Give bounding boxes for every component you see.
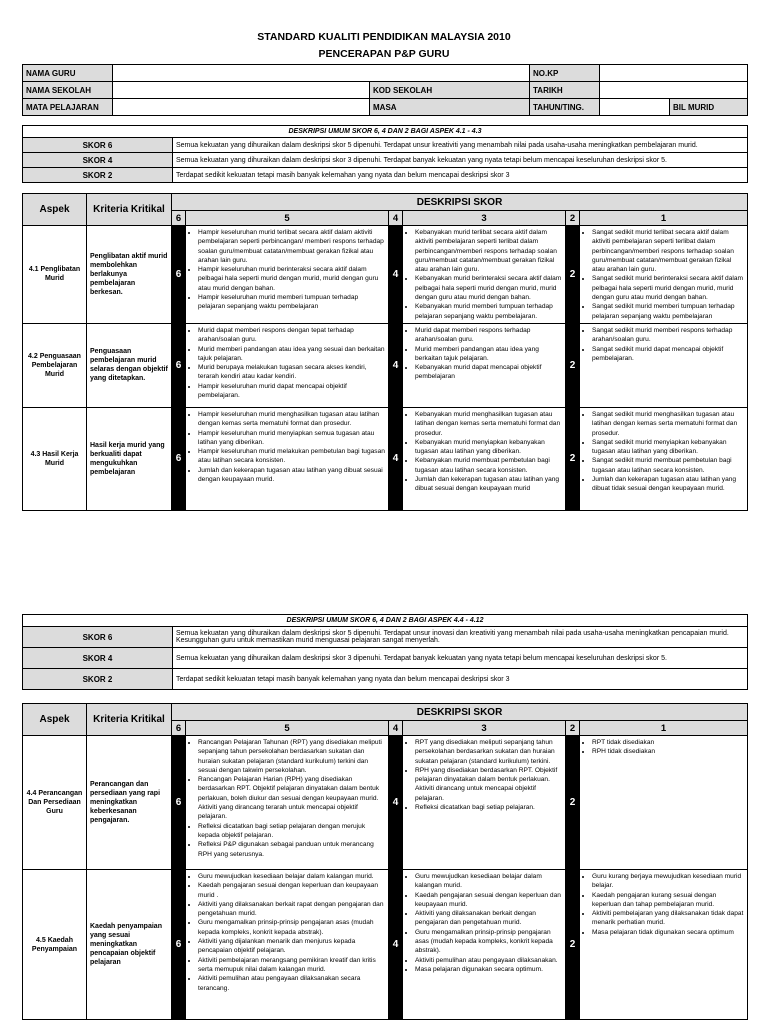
score-descriptor-table-1 [22, 193, 748, 511]
field-mata-pelajaran[interactable] [113, 99, 370, 116]
table-row [23, 407, 748, 510]
list-item: • Hampir keseluruhan murid melakukan pembetulan bagi tugasan atau latihan secara konsisten. [198, 447, 385, 466]
score-1-cell [580, 736, 748, 870]
score-4-marker: 4 [389, 226, 403, 324]
score-1-header: 1 [580, 211, 748, 226]
list-item: • Aktiviti pembelajaran yang dilaksanakan tidak dapat menarik perhatian murid. [592, 909, 744, 928]
score-label: SKOR 6 [23, 627, 173, 648]
label-mata-pelajaran: MATA PELAJARAN [23, 99, 113, 116]
list-item: • Sangat sedikit murid membuat pembetulan bagi tugasan atau latihan secara konsisten. [592, 456, 744, 475]
score-1-cell [580, 323, 748, 407]
score-text: Semua kekuatan yang dihuraikan dalam deskripsi skor 3 dipenuhi. Terdapat banyak kekuatan yang nyata tetapi belum mencapai keseluruhan deskripsi skor 5. [173, 648, 748, 669]
list-item: • Refleksi dicatatkan bagi setiap pelajaran. [415, 803, 562, 812]
list-item: • RPT tidak disediakan [592, 738, 744, 747]
score-5-header: 5 [186, 211, 389, 226]
list-item: • Kebanyakan murid menyiapkan kebanyakan tugasan atau latihan yang diberikan. [415, 438, 562, 457]
list-item: • Kebanyakan murid terlibat secara aktif dalam aktiviti pembelajaran seperti terlibat dalam perbincangan/memberi respons terhadap soalan guru/membuat catatan/membuat gerakan fizikal atau arahan lain guru. [415, 228, 562, 274]
score-6-marker: 6 [172, 407, 186, 510]
table-row [23, 226, 748, 324]
page-subtitle: PENCERAPAN P&P GURU [318, 48, 450, 60]
list-item: • Masa pelajaran tidak digunakan secara optimum [592, 928, 744, 937]
list-item: • Murid memberi pandangan atau idea yang sesuai dan berkaitan tajuk pelajaran. [198, 345, 385, 364]
list-item: • Sangat sedikit murid berinteraksi secara aktif dalam pelbagai hala seperti murid dengan murid, murid dengan guru atau murid dengan bahan. [592, 274, 744, 302]
list-item: • Rancangan Pelajaran Tahunan (RPT) yang disediakan meliputi sepanjang tahun persekolahan berdasarkan sukatan dan huraian sukatan pelajaran (standard kurikulum) terkini dan sesuai dengan takwim persekolahan. [198, 738, 385, 775]
score-3-cell [403, 323, 566, 407]
list-item: • Guru kurang berjaya mewujudkan kesediaan murid belajar. [592, 872, 744, 891]
table-row [23, 323, 748, 407]
score-3-cell [403, 870, 566, 1020]
label-tahun: TAHUN/TING. [530, 99, 600, 116]
score-5-cell [186, 407, 389, 510]
list-item: • Sangat sedikit murid terlibat secara aktif dalam aktiviti pembelajaran seperti terlibat dalam perbincangan/memberi respons terhadap soalan guru/membuat catatan/membuat gerakan fizikal atau arahan lain guru. [592, 228, 744, 274]
label-nama-sekolah: NAMA SEKOLAH [23, 82, 113, 99]
score-4-marker: 4 [389, 323, 403, 407]
field-tarikh[interactable] [600, 82, 748, 99]
list-item: • Sangat sedikit murid menyiapkan kebanyakan tugasan atau latihan yang diberikan. [592, 438, 744, 457]
score-5-cell [186, 870, 389, 1020]
list-item: • Hampir keseluruhan murid menyiapkan semua tugasan atau latihan yang diberikan. [198, 429, 385, 448]
field-no-kp[interactable] [600, 65, 748, 82]
score-3-cell [403, 736, 566, 870]
score-text: Semua kekuatan yang dihuraikan dalam deskripsi skor 3 dipenuhi. Terdapat banyak kekuatan yang nyata tetapi belum mencapai keseluruhan deskripsi skor 5. [173, 153, 748, 168]
score-label: SKOR 2 [23, 669, 173, 690]
score-2-header: 2 [566, 211, 580, 226]
score-4-header: 4 [389, 721, 403, 736]
score-6-marker: 6 [172, 870, 186, 1020]
list-item: • Jumlah dan kekerapan tugasan atau latihan yang dibuat tidak sesuai dengan keupayaan murid. [592, 475, 744, 494]
kriteria-cell: Kaedah penyampaian yang sesuai meningkatkan pencapaian objektif pelajaran [87, 870, 172, 1020]
kriteria-cell: Penglibatan aktif murid membolehkan berlakunya pembelajaran berkesan. [87, 226, 172, 324]
list-item: • Rancangan Pelajaran Harian (RPH) yang disediakan berdasarkan RPT. Objektif pelajaran dinyatakan dalam bentuk perlakuan, boleh diukur dan sesuai dengan keupayaan murid. Aktiviti yang dirancang terarah untuk mencapai objektif pelajaran. [198, 775, 385, 821]
list-item: • Guru mewujudkan kesediaan belajar dalam kalangan murid. [198, 872, 385, 881]
list-item: • Sangat sedikit murid dapat mencapai objektif pembelajaran. [592, 345, 744, 364]
list-item: • Guru mengamalkan prinsip-prinsip pengajaran asas (mudah kepada kompleks, konkrit kepada abstrak). [415, 928, 562, 956]
score-heading: DESKRIPSI UMUM SKOR 6, 4 DAN 2 BAGI ASPEK 4.4 - 4.12 [23, 615, 748, 627]
list-item: • Aktiviti yang dilaksanakan berkait rapat dengan pengajaran dan pengetahuan murid. [198, 900, 385, 919]
list-item: • Refleksi P&P digunakan sebagai panduan untuk merancang RPH yang seterusnya. [198, 840, 385, 859]
list-item: • Murid dapat memberi respons terhadap arahan/soalan guru. [415, 326, 562, 345]
list-item: • Aktiviti yang dilaksanakan berkait dengan pengajaran dan pengetahuan murid. [415, 909, 562, 928]
score-1-cell [580, 870, 748, 1020]
score-3-header: 3 [403, 721, 566, 736]
aspek-cell: 4.4 Perancangan Dan Persediaan Guru [23, 736, 87, 870]
score-4-marker: 4 [389, 736, 403, 870]
kriteria-cell: Hasil kerja murid yang berkualiti dapat mengukuhkan pembelajaran [87, 407, 172, 510]
score-5-cell [186, 323, 389, 407]
list-item: • Murid berupaya melakukan tugasan secara akses kendiri, terarah kendiri atau kadar kendiri. [198, 363, 385, 382]
list-item: • Jumlah dan kekerapan tugasan atau latihan yang dibuat sesuai dengan keupayaan murid. [198, 466, 385, 485]
kriteria-cell: Penguasaan pembelajaran murid selaras dengan objektif yang ditetapkan. [87, 323, 172, 407]
list-item: • Aktiviti yang dijalankan menarik dan menjurus kepada pencapaian objektif pelajaran. [198, 937, 385, 956]
score-5-cell [186, 226, 389, 324]
list-item: • Guru mewujudkan kesediaan belajar dalam kalangan murid. [415, 872, 562, 891]
score-heading: DESKRIPSI UMUM SKOR 6, 4 DAN 2 BAGI ASPEK 4.1 - 4.3 [23, 126, 748, 138]
label-tarikh: TARIKH [530, 82, 600, 99]
score-6-marker: 6 [172, 736, 186, 870]
score-6-header: 6 [172, 721, 186, 736]
score-label: SKOR 2 [23, 168, 173, 183]
list-item: • Hampir keseluruhan murid menghasilkan tugasan atau latihan dengan kemas serta mematuhi format dan prosedur. [198, 410, 385, 429]
score-descriptor-table-2 [22, 703, 748, 1020]
score-description-table-1 [22, 125, 748, 183]
kriteria-header: Kriteria Kritikal [87, 704, 172, 736]
score-4-marker: 4 [389, 870, 403, 1020]
list-item: • RPT yang disediakan meliputi sepanjang tahun persekolahan berdasarkan sukatan dan huraian sukatan pelajaran (standard kurikulum) terkini. [415, 738, 562, 766]
label-nama-guru: NAMA GURU [23, 65, 113, 82]
list-item: • Kaedah pengajaran sesuai dengan keperluan dan keupayaan murid . [198, 881, 385, 900]
score-label: SKOR 4 [23, 648, 173, 669]
list-item: • Hampir keseluruhan murid berinteraksi secara aktif dalam pelbagai hala seperti murid dengan murid, murid dengan guru atau murid dengan bahan. [198, 265, 385, 293]
score-4-marker: 4 [389, 407, 403, 510]
aspek-cell: 4.2 Penguasaan Pembelajaran Murid [23, 323, 87, 407]
field-nama-sekolah[interactable] [113, 82, 370, 99]
table-row [23, 870, 748, 1020]
deskripsi-header: DESKRIPSI SKOR [172, 704, 748, 721]
score-3-header: 3 [403, 211, 566, 226]
list-item: • Refleksi dicatatkan bagi setiap pelajaran dengan merujuk kepada objektif pelajaran. [198, 822, 385, 841]
list-item: • RPH tidak disediakan [592, 747, 744, 756]
list-item: • Hampir keseluruhan murid memberi tumpuan terhadap pelajaran sepanjang waktu pembelajaran [198, 293, 385, 312]
kriteria-cell: Perancangan dan persediaan yang rapi meningkatkan keberkesanan pengajaran. [87, 736, 172, 870]
score-4-header: 4 [389, 211, 403, 226]
list-item: • Kaedah pengajaran sesuai dengan keperluan dan keupayaan murid. [415, 891, 562, 910]
list-item: • Hampir keseluruhan murid terlibat secara aktif dalam aktiviti pembelajaran seperti perbincangan/ memberi respons terhadap soalan guru/membuat catatan/membuat gerakan fizikal atau arahan lain guru. [198, 228, 385, 265]
field-tahun[interactable] [600, 99, 670, 116]
score-2-marker: 2 [566, 226, 580, 324]
score-label: SKOR 4 [23, 153, 173, 168]
list-item: • Aktiviti pemulihan atau pengayaan dilaksanakan. [415, 956, 562, 965]
list-item: • Jumlah dan kekerapan tugasan atau latihan yang dibuat sesuai dengan keupayaan murid [415, 475, 562, 494]
label-no-kp: NO.KP [530, 65, 600, 82]
table-row [23, 736, 748, 870]
list-item: • Kebanyakan murid memberi tumpuan terhadap pelajaran sepanjang waktu pembelajaran. [415, 302, 562, 321]
score-2-marker: 2 [566, 736, 580, 870]
score-6-marker: 6 [172, 323, 186, 407]
teacher-info-table [22, 64, 748, 116]
list-item: • Guru mengamalkan prinsip-prinsip pengajaran asas (mudah kepada kompleks, konkrit kepada abstrak). [198, 918, 385, 937]
deskripsi-header: DESKRIPSI SKOR [172, 194, 748, 211]
score-3-cell [403, 407, 566, 510]
score-6-marker: 6 [172, 226, 186, 324]
list-item: • Kebanyakan murid membuat pembetulan bagi tugasan atau latihan secara konsisten. [415, 456, 562, 475]
score-text: Terdapat sedikit kekuatan tetapi masih banyak kelemahan yang nyata dan belum mencapai deskripsi skor 3 [173, 168, 748, 183]
score-text: Terdapat sedikit kekuatan tetapi masih banyak kelemahan yang nyata dan belum mencapai deskripsi skor 3 [173, 669, 748, 690]
list-item: • Kebanyakan murid dapat mencapai objektif pembelajaran [415, 363, 562, 382]
list-item: • Kebanyakan murid berinteraksi secara aktif dalam pelbagai hala seperti murid dengan murid, murid dengan guru atau murid dengan bahan. [415, 274, 562, 302]
score-2-marker: 2 [566, 870, 580, 1020]
list-item: • RPH yang disediakan berdasarkan RPT. Objektif pelajaran dinyatakan dalam bentuk perlakuan. Aktiviti dirancang untuk mencapai objektif pelajaran. [415, 766, 562, 803]
list-item: • Murid dapat memberi respons dengan tepat terhadap arahan/soalan guru. [198, 326, 385, 345]
score-1-cell [580, 407, 748, 510]
field-nama-guru[interactable] [113, 65, 530, 82]
score-description-table-2 [22, 614, 748, 690]
score-2-header: 2 [566, 721, 580, 736]
aspek-cell: 4.1 Penglibatan Murid [23, 226, 87, 324]
label-kod-sekolah: KOD SEKOLAH [370, 82, 530, 99]
label-masa: MASA [370, 99, 530, 116]
score-2-marker: 2 [566, 407, 580, 510]
list-item: • Hampir keseluruhan murid dapat mencapai objektif pembelajaran. [198, 382, 385, 401]
score-1-header: 1 [580, 721, 748, 736]
score-3-cell [403, 226, 566, 324]
score-text: Semua kekuatan yang dihuraikan dalam deskripsi skor 5 dipenuhi. Terdapat unsur kreativiti yang menambah nilai pada usaha-usaha meningkatkan pembelajaran murid. [173, 138, 748, 153]
aspek-header: Aspek [23, 704, 87, 736]
list-item: • Aktiviti pemulihan atau pengayaan dilaksanakan secara terancang. [198, 974, 385, 993]
aspek-cell: 4.3 Hasil Kerja Murid [23, 407, 87, 510]
aspek-cell: 4.5 Kaedah Penyampaian [23, 870, 87, 1020]
score-2-marker: 2 [566, 323, 580, 407]
aspek-header: Aspek [23, 194, 87, 226]
list-item: • Kebanyakan murid menghasilkan tugasan atau latihan dengan kemas serta mematuhi format dan prosedur. [415, 410, 562, 438]
kriteria-header: Kriteria Kritikal [87, 194, 172, 226]
list-item: • Murid memberi pandangan atau idea yang berkaitan tajuk pelajaran. [415, 345, 562, 364]
list-item: • Sangat sedikit murid menghasilkan tugasan atau latihan dengan kemas serta mematuhi format dan prosedur. [592, 410, 744, 438]
score-5-cell [186, 736, 389, 870]
label-bil-murid: BIL MURID [670, 99, 748, 116]
list-item: • Kaedah pengajaran kurang sesuai dengan keperluan dan tahap pembelajaran murid. [592, 891, 744, 910]
score-text: Semua kekuatan yang dihuraikan dalam deskripsi skor 5 dipenuhi. Terdapat unsur inovasi dan kreativiti yang menambah nilai pada usaha-usaha meningkatkan pencapaian murid. Kesungguhan guru untuk memastikan murid menguasai pelajaran sangat menyerlah. [173, 627, 748, 648]
list-item: • Aktiviti pembelajaran merangsang pemikiran kreatif dan kritis serta memupuk nilai dalam kalangan murid. [198, 956, 385, 975]
score-6-header: 6 [172, 211, 186, 226]
score-label: SKOR 6 [23, 138, 173, 153]
page-title: STANDARD KUALITI PENDIDIKAN MALAYSIA 2010 [257, 31, 511, 43]
score-1-cell [580, 226, 748, 324]
list-item: • Masa pelajaran digunakan secara optimum. [415, 965, 562, 974]
list-item: • Sangat sedikit murid memberi tumpuan terhadap pelajaran sepanjang waktu pembelajaran [592, 302, 744, 321]
list-item: • Sangat sedikit murid memberi respons terhadap arahan/soalan guru. [592, 326, 744, 345]
score-5-header: 5 [186, 721, 389, 736]
